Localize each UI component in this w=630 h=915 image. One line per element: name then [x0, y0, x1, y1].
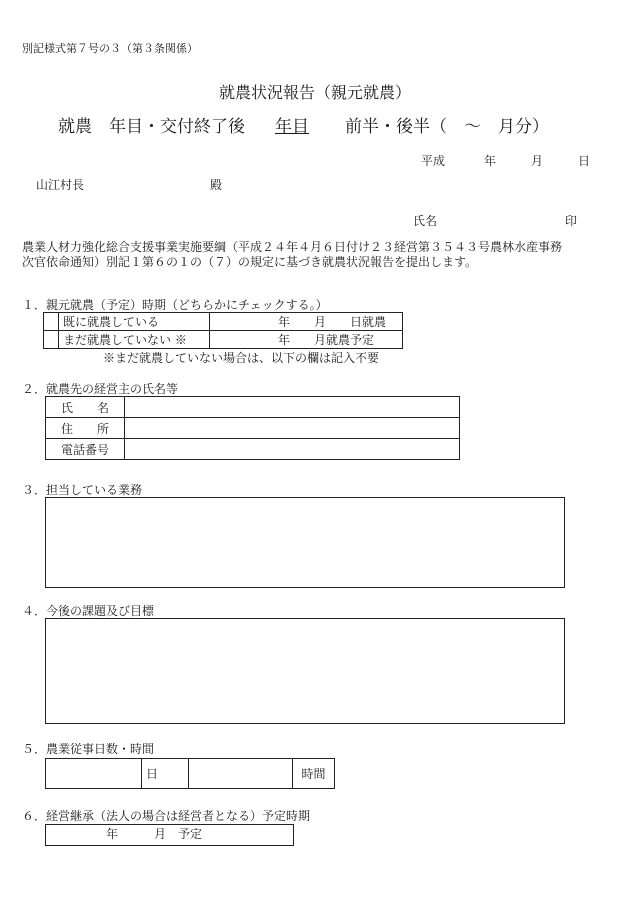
page-title: 就農状況報告（親元就農） [218, 83, 411, 102]
work-days-table [45, 758, 335, 789]
succession-table [45, 824, 294, 846]
already-farming-checkbox[interactable] [44, 313, 59, 331]
owner-name-field[interactable] [125, 397, 460, 418]
table-row [44, 331, 403, 349]
not-yet-farming-label: まだ就農していない ※ [59, 331, 210, 349]
subtitle-year-field[interactable]: 年目 [275, 117, 309, 137]
subtitle-prefix: 就農 年目・交付終了後 [58, 117, 245, 137]
succession-date-field[interactable]: 年 月 予定 [46, 825, 294, 846]
form-number: 別記様式第７号の３（第３条関係） [22, 42, 198, 55]
start-timing-table [43, 312, 403, 349]
section1-heading: １．親元就農（予定）時期（どちらかにチェックする。） [22, 298, 328, 312]
hours-unit: 時間 [293, 759, 335, 789]
date-day[interactable]: 日 [578, 154, 591, 168]
work-hours-field[interactable] [189, 759, 293, 789]
planned-farming-date-field[interactable]: 年 月就農予定 [210, 331, 403, 349]
owner-info-table [45, 396, 460, 460]
table-row [46, 439, 460, 460]
date-year[interactable]: 年 [484, 154, 497, 168]
owner-phone-label: 電話番号 [46, 439, 125, 460]
table-row [46, 759, 335, 789]
owner-address-label: 住 所 [46, 418, 125, 439]
section6-heading: ６．経営継承（法人の場合は経営者となる）予定時期 [22, 809, 311, 823]
table-row [46, 418, 460, 439]
section3-heading: ３．担当している業務 [22, 483, 143, 497]
farming-start-date-field[interactable]: 年 月 日就農 [210, 313, 403, 331]
section4-heading: ４．今後の課題及び目標 [22, 604, 155, 618]
not-yet-farming-checkbox[interactable] [44, 331, 59, 349]
intro-text-line2: 次官依命通知）別記１第６の１の（７）の規定に基づき就農状況報告を提出します。 [22, 255, 478, 269]
work-days-field[interactable] [46, 759, 142, 789]
already-farming-label: 既に就農している [59, 313, 210, 331]
applicant-name-label: 氏名 [413, 214, 438, 228]
date-month[interactable]: 月 [531, 154, 544, 168]
duties-field[interactable] [45, 497, 565, 588]
subtitle-period: 前半・後半（ ～ 月分） [345, 117, 549, 137]
owner-address-field[interactable] [125, 418, 460, 439]
days-unit: 日 [142, 759, 189, 789]
addressee-honorific: 殿 [210, 178, 223, 192]
section2-heading: ２．就農先の経営主の氏名等 [22, 382, 179, 396]
date-era: 平成 [421, 154, 446, 168]
table-row [46, 825, 294, 846]
addressee-name: 山江村長 [36, 178, 85, 192]
goals-field[interactable] [45, 618, 565, 724]
table-row [46, 397, 460, 418]
owner-phone-field[interactable] [125, 439, 460, 460]
seal-label: 印 [565, 214, 578, 228]
intro-text-line1: 農業人材力強化総合支援事業実施要綱（平成２４年４月６日付け２３経営第３５４３号農林水産事務 [22, 240, 563, 254]
table-row [44, 313, 403, 331]
section5-heading: ５．農業従事日数・時間 [22, 742, 155, 756]
owner-name-label: 氏 名 [46, 397, 125, 418]
section1-note: ※まだ就農していない場合は、以下の欄は記入不要 [103, 351, 380, 365]
